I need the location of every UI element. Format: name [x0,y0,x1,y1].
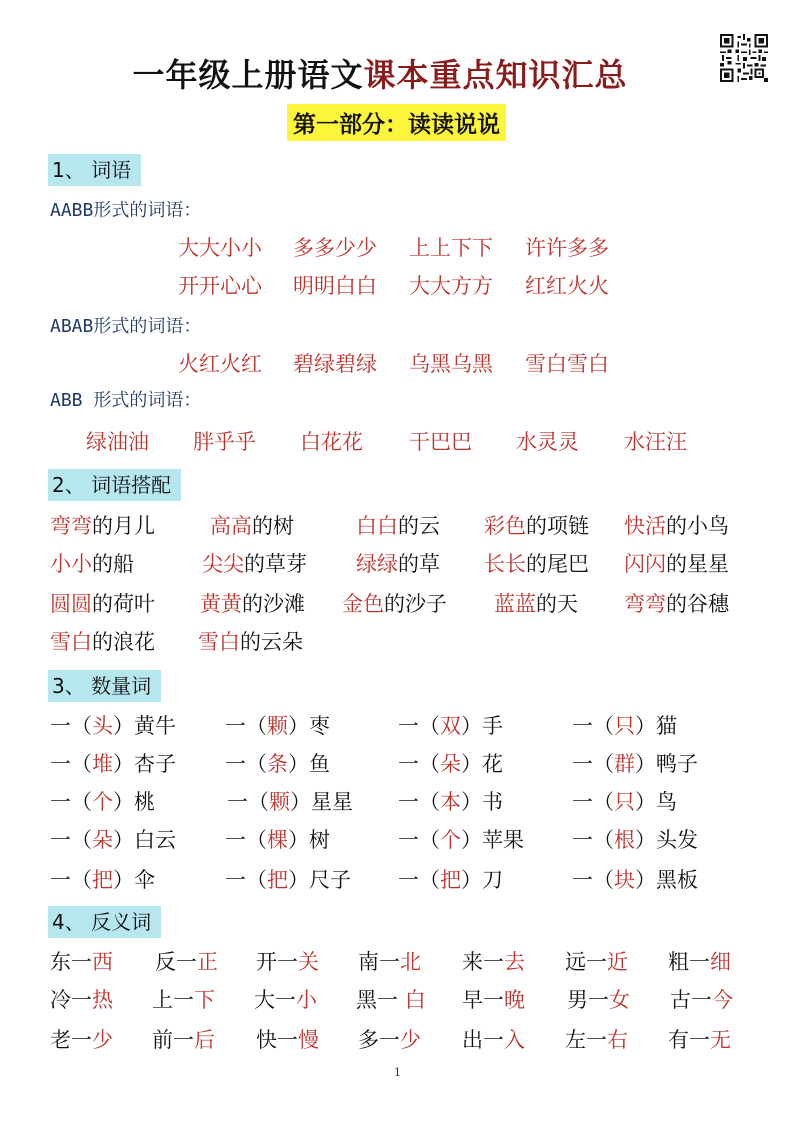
measure-item: 一（把）伞 [50,868,155,892]
antonym-item: 远一近 [565,950,628,974]
word-item: 红红火火 [525,274,609,298]
antonym-item: 快一慢 [256,1028,319,1052]
word-item: 碧绿碧绿 [293,352,377,376]
measure-item: 一（条）鱼 [225,752,330,776]
word-item: 火红火红 [178,352,262,376]
section-heading-antonyms: 4、 反义词 [48,906,161,938]
antonym-item: 南一北 [358,950,421,974]
measure-row-5 [50,864,750,892]
collocation-item: 快活的小鸟 [624,514,729,538]
word-item: 白花花 [300,430,363,454]
word-item: 大大小小 [178,236,262,260]
word-item: 水汪汪 [624,430,687,454]
measure-item: 一（双）手 [398,714,503,738]
collocation-item: 雪白的云朵 [198,630,303,654]
word-item: 胖乎乎 [193,430,256,454]
collocation-item: 高高的树 [210,514,294,538]
measure-item: 一（堆）杏子 [50,752,176,776]
word-item: 许许多多 [525,236,609,260]
measure-item: 一（颗）星星 [227,790,353,814]
antonym-item: 古一今 [670,988,733,1012]
page-title-part2: 课本重点知识汇总 [363,56,628,94]
collocation-item: 彩色的项链 [484,514,589,538]
antonym-item: 来一去 [462,950,525,974]
antonym-item: 上一下 [152,988,215,1012]
antonym-item: 大一小 [254,988,317,1012]
abb-label: ABB 形式的词语： [50,390,202,411]
measure-item: 一（朵）白云 [50,828,176,852]
antonym-item: 前一后 [152,1028,215,1052]
collocation-item: 蓝蓝的天 [494,592,578,616]
measure-item: 一（把）刀 [398,868,503,892]
antonym-item: 冷一热 [50,988,113,1012]
word-item: 大大方方 [409,274,493,298]
measure-item: 一（群）鸭子 [572,752,698,776]
part-subtitle: 第一部分：读读说说 [287,104,506,141]
measure-item: 一（颗）枣 [225,714,330,738]
antonym-item: 粗一细 [668,950,731,974]
qr-code-icon [720,34,768,82]
antonym-item: 反一正 [155,950,218,974]
antonym-item: 黑一 白 [356,988,426,1012]
collocation-row-1 [50,510,750,538]
section-heading-collocation: 2、 词语搭配 [48,469,181,501]
antonym-item: 老一少 [50,1028,113,1052]
section-heading-words: 1、 词语 [48,154,141,186]
measure-row-4 [50,824,750,852]
collocation-row-3 [50,588,750,616]
collocation-item: 小小的船 [50,552,134,576]
word-item: 乌黑乌黑 [409,352,493,376]
aabb-label: AABB形式的词语： [50,200,202,221]
collocation-item: 闪闪的星星 [624,552,729,576]
word-item: 开开心心 [178,274,262,298]
word-item: 明明白白 [293,274,377,298]
antonym-item: 多一少 [358,1028,421,1052]
collocation-row-4 [50,626,750,654]
collocation-item: 圆圆的荷叶 [50,592,155,616]
collocation-row-2 [50,548,750,576]
word-item: 雪白雪白 [525,352,609,376]
measure-item: 一（根）头发 [572,828,698,852]
measure-item: 一（个）苹果 [398,828,524,852]
collocation-item: 绿绿的草 [356,552,440,576]
abb-row [86,426,716,454]
measure-item: 一（只）猫 [572,714,677,738]
measure-item: 一（棵）树 [225,828,330,852]
abab-row [178,348,638,376]
measure-row-3 [50,786,750,814]
page-number: 1 [394,1066,401,1079]
collocation-item: 白白的云 [356,514,440,538]
measure-item: 一（只）鸟 [572,790,677,814]
aabb-row-2 [178,270,638,298]
measure-item: 一（朵）花 [398,752,503,776]
aabb-row-1 [178,232,638,260]
antonym-item: 男一女 [567,988,630,1012]
antonym-item: 出一入 [462,1028,525,1052]
page-title-part1: 一年级上册语文 [132,56,364,94]
collocation-item: 金色的沙子 [342,592,447,616]
antonym-item: 开一关 [256,950,319,974]
word-item: 干巴巴 [409,430,472,454]
collocation-item: 雪白的浪花 [50,630,155,654]
antonym-item: 早一晚 [462,988,525,1012]
collocation-item: 长长的尾巴 [484,552,589,576]
abab-label: ABAB形式的词语： [50,316,202,337]
page-title [0,50,760,96]
section-heading-measure: 3、 数量词 [48,670,161,702]
word-item: 上上下下 [409,236,493,260]
subtitle-wrapper [0,104,793,141]
word-item: 绿油油 [86,430,149,454]
word-item: 多多少少 [293,236,377,260]
antonym-item: 东一西 [50,950,113,974]
collocation-item: 弯弯的谷穗 [624,592,729,616]
antonym-row-1 [50,946,750,974]
measure-row-1 [50,710,750,738]
measure-item: 一（块）黑板 [572,868,698,892]
antonym-item: 左一右 [565,1028,628,1052]
measure-item: 一（把）尺子 [225,868,351,892]
antonym-row-2 [50,984,750,1012]
collocation-item: 弯弯的月儿 [50,514,155,538]
measure-item: 一（头）黄牛 [50,714,176,738]
collocation-item: 黄黄的沙滩 [200,592,305,616]
antonym-row-3 [50,1024,750,1052]
measure-item: 一（本）书 [398,790,503,814]
measure-row-2 [50,748,750,776]
collocation-item: 尖尖的草芽 [202,552,307,576]
measure-item: 一（个）桃 [50,790,155,814]
antonym-item: 有一无 [668,1028,731,1052]
word-item: 水灵灵 [516,430,579,454]
